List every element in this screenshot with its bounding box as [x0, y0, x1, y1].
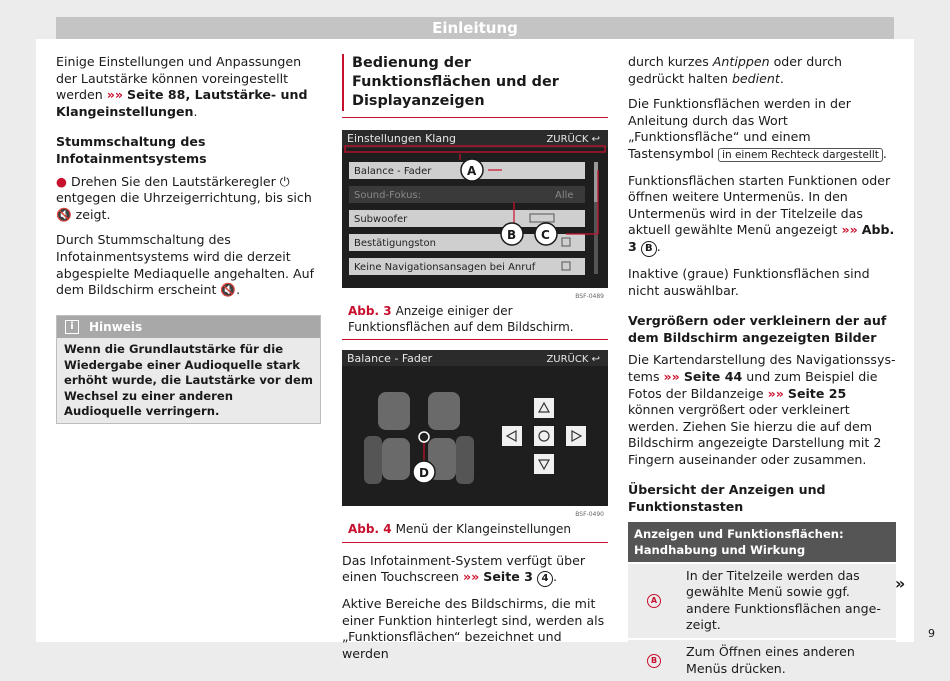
row-key: B	[647, 654, 661, 668]
figure-3	[342, 130, 608, 340]
callout-a: A	[467, 164, 477, 178]
screen-title: Balance - Fader	[347, 352, 433, 365]
screen-title: Einstellungen Klang	[347, 132, 457, 145]
overview-table	[628, 522, 896, 681]
row-key: A	[647, 594, 661, 608]
figure-code: BSF-0490	[575, 511, 604, 518]
column-right	[628, 54, 896, 681]
subheading-zoom: Vergrößern oder verkleinern der auf dem Bildschirm angezeigten Bilder	[628, 313, 887, 345]
ref-marker: »»	[841, 222, 858, 238]
hint-header: i Hinweis	[57, 316, 320, 339]
figure-code: BSF-0489	[575, 293, 604, 300]
callout-ref-b: B	[641, 241, 657, 257]
row-text: In der Titelzeile werden das gewählte Menü sowie ggf. andere Funktionsflächen angezeigt.	[686, 567, 881, 633]
bullet-icon: ●	[56, 173, 67, 189]
row-text: Zum Öffnen eines anderen Menüs drücken.	[686, 644, 855, 676]
column-left	[56, 54, 321, 424]
figure-4-caption: Abb. 4 Menü der Klangeinstellungen	[348, 522, 571, 536]
callout-ref-4: 4	[537, 571, 553, 587]
cross-reference-link[interactable]: Seite 88, Lautstärke- und Klangeinstellungen	[56, 87, 308, 119]
continue-marker: »	[895, 574, 906, 593]
function-areas-paragraph: Aktive Bereiche des Bildschirms, die mit einer Funktion hinterlegt sind, werden als „Funktionsflächen“ bezeichnet und werden	[342, 596, 605, 661]
ref-marker: »»	[463, 569, 480, 585]
balance-fader-screen	[342, 350, 608, 518]
ref-marker: »»	[663, 368, 680, 384]
figure-4	[342, 350, 608, 543]
zoom-paragraph: Die Kartendarstellung des Navigationssystems »» Seite 44 und zum Beispiel die Fotos der Bildanzeige »» Seite 25 können vergrößert oder verkleinert werden. Ziehen Sie hierzu die auf dem Bildschirm angezeigte Darstellung mit 2 Fingern auseinander oder zusammen.	[628, 352, 896, 467]
touchscreen-paragraph: Das Infotainment-System verfügt über einen Touchscreen »» Seite 3 4 .	[342, 553, 608, 588]
table-row	[628, 562, 896, 638]
back-button[interactable]: ZURÜCK ↩	[546, 354, 600, 365]
table-header: Anzeigen und Funktionsflächen: Handhabung und Wirkung	[628, 522, 896, 562]
cross-reference-link[interactable]: Seite 25	[787, 385, 847, 401]
bullet-step: ● Drehen Sie den Lautstärkeregler ⏻ entgegen die Uhrzeigerrichtung, bis sich 🔇 zeigt.	[56, 173, 312, 222]
tap-paragraph: durch kurzes Antippen oder durch gedrückt halten bedient.	[628, 54, 842, 86]
ref-marker: »»	[106, 87, 124, 103]
section-rule	[342, 117, 608, 118]
sound-focus-value: Alle	[555, 190, 574, 201]
menu-item-subwoofer[interactable]: Subwoofer	[354, 214, 408, 225]
column-middle	[342, 54, 608, 671]
menu-item-confirm-tone[interactable]: Bestätigungston	[354, 238, 436, 249]
hint-body: Wenn die Grundlautstärke für die Wiedergabe einer Audioquelle stark erhöht wurde, die Lautstärke vor dem Wechsel zu einer anderen Audioquelle verringern.	[57, 338, 320, 423]
callout-c: C	[541, 228, 550, 242]
intro-paragraph: Einige Einstellungen und Anpassungen der Lautstärke können voreingestellt werden »» Seite 88, Lautstärke- und Klangeinstellungen.	[56, 54, 308, 119]
subheading-overview: Übersicht der Anzeigen und Funktionstasten	[628, 482, 826, 515]
chapter-header: Einleitung	[56, 17, 894, 39]
figure-3-caption: Abb. 3 Anzeige einiger der Funktionsflächen auf dem Bildschirm.	[348, 304, 574, 334]
mute-paragraph: Durch Stummschaltung des Infotainmentsystems wird die derzeit abgespielte Mediaquelle angehalten. Auf dem Bildschirm erscheint 🔇.	[56, 232, 315, 298]
back-button[interactable]: ZURÜCK ↩	[546, 134, 600, 145]
info-icon: i	[65, 320, 79, 334]
figure-3-screen	[342, 130, 608, 300]
page-number: 9	[928, 627, 935, 640]
back-arrow-icon: ↩	[591, 354, 600, 365]
cross-reference-link[interactable]: Seite 44	[683, 368, 743, 384]
table-row	[628, 638, 896, 681]
callout-d: D	[419, 466, 429, 480]
inactive-paragraph: Inaktive (graue) Funktionsflächen sind nicht auswählbar.	[628, 265, 870, 298]
menu-item-balance[interactable]: Balance - Fader	[354, 166, 432, 177]
section-title: Bedienung der Funktionsflächen und der Displayanzeigen	[342, 54, 608, 111]
notation-paragraph: Die Funktionsflächen werden in der Anleitung durch das Wort „Funktionsfläche“ und einem Tastensymbol in einem Rechteck dargestellt .	[628, 96, 887, 161]
menu-item-nav-announce[interactable]: Keine Navigationsansagen bei Anruf	[354, 262, 536, 273]
back-arrow-icon: ↩	[591, 134, 600, 145]
figure-4-screen	[342, 350, 608, 518]
callout-b: B	[507, 228, 517, 242]
menu-item-sound-focus: Sound-Fokus:	[354, 190, 422, 201]
subheading-mute: Stummschaltung des Infotainmentsystems	[56, 134, 207, 166]
hint-box	[56, 315, 321, 425]
cross-reference-link[interactable]: Seite 3	[483, 569, 533, 585]
submenu-paragraph: Funktionsflächen starten Funktionen oder öffnen weitere Untermenüs. In den Untermenüs wird in der Titelzeile das aktuell gewählte Menü angezeigt »» Abb. 3 B .	[628, 173, 896, 257]
ref-marker: »»	[767, 385, 784, 401]
cross-reference-link[interactable]: Abb. 3	[628, 222, 895, 254]
button-symbol-example: in einem Rechteck dargestellt	[718, 148, 883, 162]
